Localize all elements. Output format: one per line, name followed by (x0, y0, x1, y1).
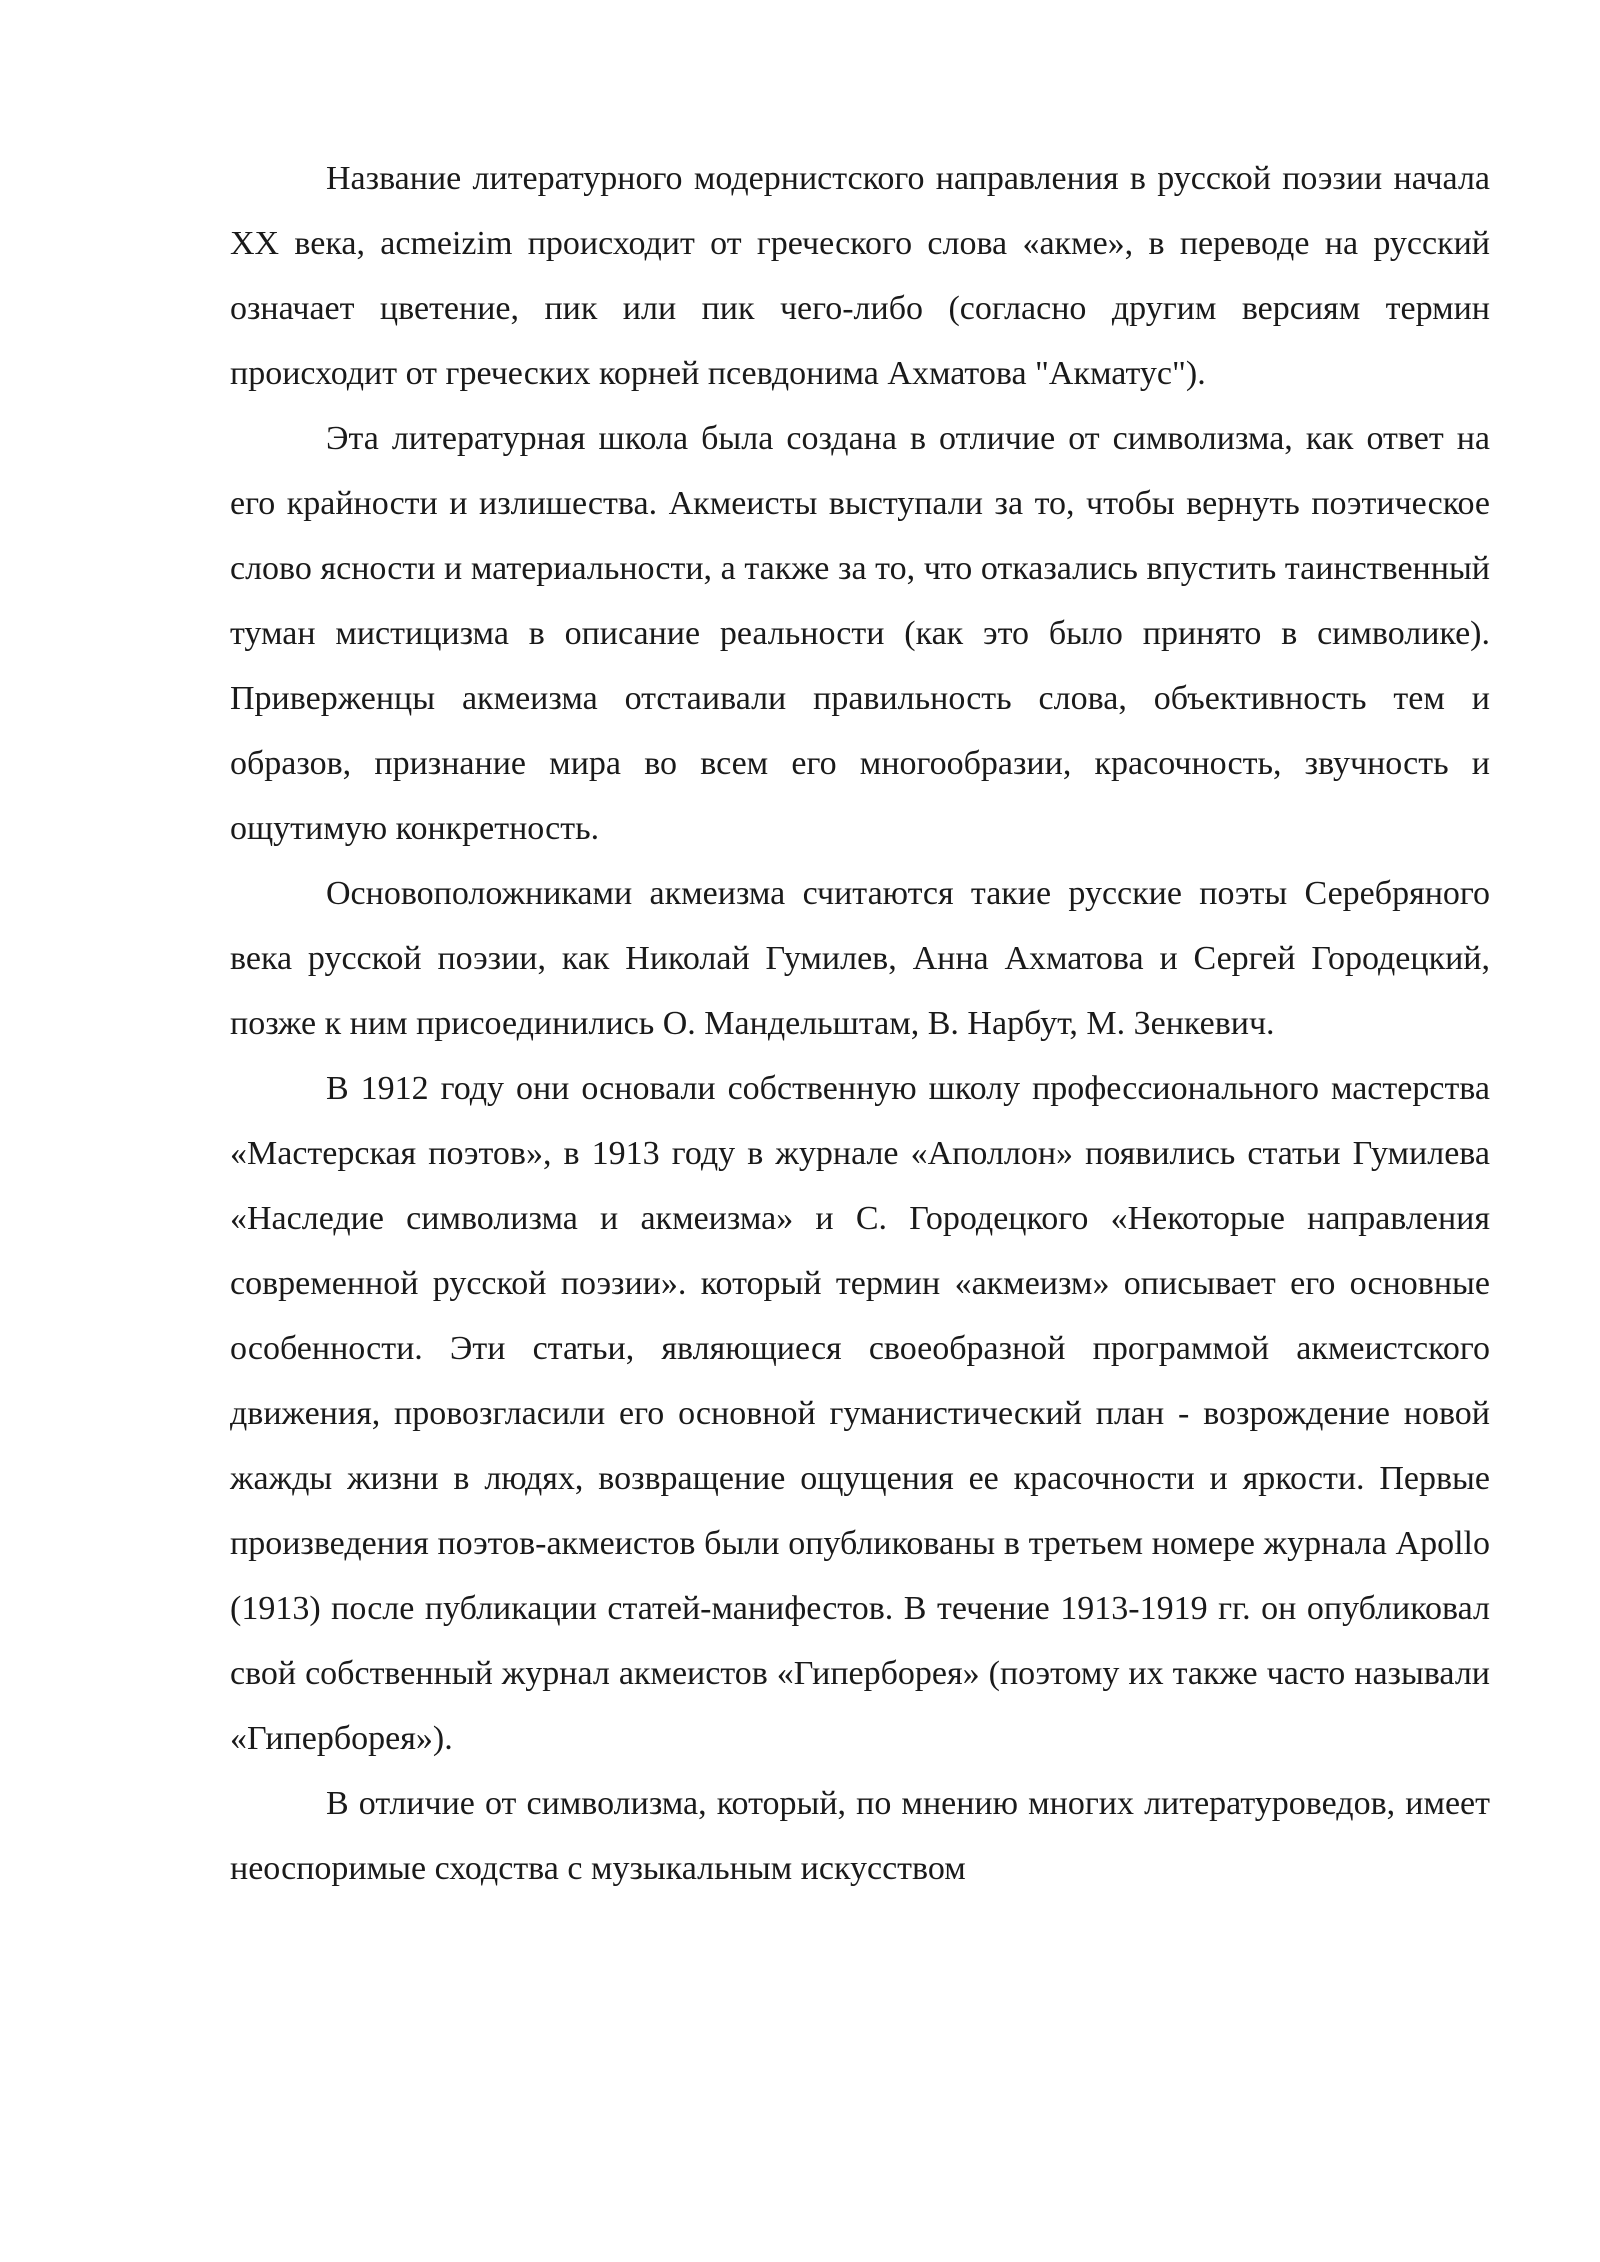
paragraph-poets-workshop-1912: В 1912 году они основали собственную школу профессионального мастерства «Мастерская поэтов», в 1913 году в журнале «Аполлон» появились статьи Гумилева «Наследие символизма и акмеизма» и С. Городецкого «Некоторые направления современной русской поэзии». который термин «акмеизм» описывает его основные особенности. Эти статьи, являющиеся своеобразной программой акмеистского движения, провозгласили его основной гуманистический план - возрождение новой жажды жизни в людях, возвращение ощущения ее красочности и яркости. Первые произведения поэтов-акмеистов были опубликованы в третьем номере журнала Apollo (1913) после публикации статей-манифестов. В течение 1913-1919 гг. он опубликовал свой собственный журнал акмеистов «Гиперборея» (поэтому их также часто называли «Гиперборея»). (230, 1070, 1490, 1757)
paragraph-school-vs-symbolism: Эта литературная школа была создана в отличие от символизма, как ответ на его крайности и излишества. Акмеисты выступали за то, чтобы вернуть поэтическое слово ясности и материальности, а также за то, что отказались впустить таинственный туман мистицизма в описание реальности (как это было принято в символике). Приверженцы акмеизма отстаивали правильность слова, объективность тем и образов, признание мира во всем его многообразии, красочность, звучность и ощутимую конкретность. (230, 420, 1490, 847)
document-body (230, 146, 1490, 1901)
paragraph-acmeism-name-origin: Название литературного модернистского направления в русской поэзии начала XX века, acmeizim происходит от греческого слова «акме», в переводе на русский означает цветение, пик или пик чего-либо (согласно другим версиям термин происходит от греческих корней псевдонима Ахматова "Акматус"). (230, 160, 1490, 392)
paragraph-difference-from-symbolism: В отличие от символизма, который, по мнению многих литературоведов, имеет неоспоримые сходства с музыкальным искусством (230, 1785, 1490, 1887)
paragraph-founders: Основоположниками акмеизма считаются такие русские поэты Серебряного века русской поэзии, как Николай Гумилев, Анна Ахматова и Сергей Городецкий, позже к ним присоединились О. Мандельштам, В. Нарбут, М. Зенкевич. (230, 875, 1490, 1042)
